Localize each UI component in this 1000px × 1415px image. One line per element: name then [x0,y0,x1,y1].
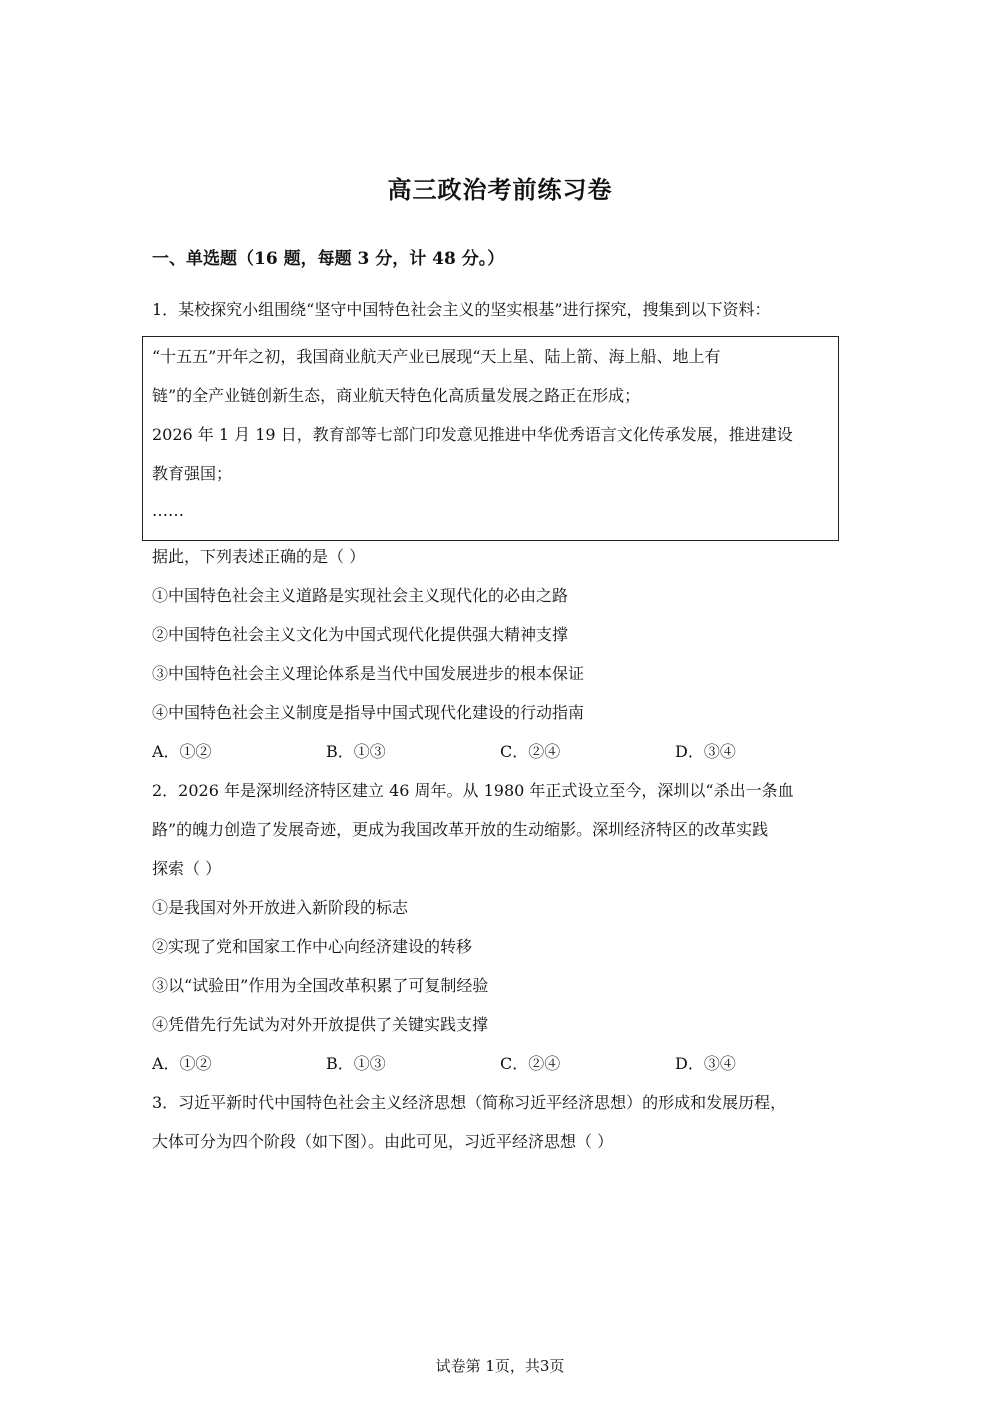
section-heading: 一、单选题（16 题，每题 3 分，计 48 分。） [152,249,505,269]
question-2-stem: 探索（ ） [152,859,222,878]
statement-item: ①中国特色社会主义道路是实现社会主义现代化的必由之路 [152,586,569,605]
page-footer: 试卷第 1页，共3页 [435,1357,565,1375]
statement-item: ④中国特色社会主义制度是指导中国式现代化建设的行动指南 [152,703,585,722]
statement-item: ②实现了党和国家工作中心向经济建设的转移 [152,937,473,956]
option-d[interactable]: D．③④ [675,742,736,761]
question-2-options [152,1052,852,1076]
question-1-material-box [142,336,839,541]
page-title: 高三政治考前练习卷 [387,175,613,204]
question-2-stem: 路”的魄力创造了发展奇迹，更成为我国改革开放的生动缩影。深圳经济特区的改革实践 [152,820,769,839]
statement-item: ②中国特色社会主义文化为中国式现代化提供强大精神支撑 [152,625,569,644]
material-line: “十五五”开年之初，我国商业航天产业已展现“天上星、陆上箭、海上船、地上有 [152,347,721,366]
question-2-stem: 2．2026 年是深圳经济特区建立 46 周年。从 1980 年正式设立至今，深圳以“杀出一条血 [152,781,794,800]
option-a[interactable]: A．①② [152,1054,212,1073]
statement-item: ③以“试验田”作用为全国改革积累了可复制经验 [152,976,489,995]
option-d[interactable]: D．③④ [675,1054,736,1073]
material-ellipsis: …… [152,501,184,520]
material-line: 2026 年 1 月 19 日，教育部等七部门印发意见推进中华优秀语言文化传承发展，推进建设 [152,425,793,444]
question-1-prompt: 据此，下列表述正确的是（ ） [152,547,366,566]
material-line: 教育强国； [152,464,233,483]
option-b[interactable]: B．①③ [326,1054,386,1073]
option-a[interactable]: A．①② [152,742,212,761]
question-1-stem: 1．某校探究小组围绕“坚守中国特色社会主义的坚实根基”进行探究，搜集到以下资料： [152,300,771,319]
option-c[interactable]: C．②④ [500,742,561,761]
material-line: 链”的全产业链创新生态，商业航天特色化高质量发展之路正在形成； [152,386,641,405]
statement-item: ④凭借先行先试为对外开放提供了关键实践支撑 [152,1015,489,1034]
statement-item: ③中国特色社会主义理论体系是当代中国发展进步的根本保证 [152,664,585,683]
question-3-stem: 3．习近平新时代中国特色社会主义经济思想（简称习近平经济思想）的形成和发展历程， [152,1093,787,1112]
statement-item: ①是我国对外开放进入新阶段的标志 [152,898,409,917]
option-c[interactable]: C．②④ [500,1054,561,1073]
question-1-options [152,740,852,764]
option-b[interactable]: B．①③ [326,742,386,761]
question-3-stem: 大体可分为四个阶段（如下图）。由此可见，习近平经济思想（ ） [152,1132,614,1151]
